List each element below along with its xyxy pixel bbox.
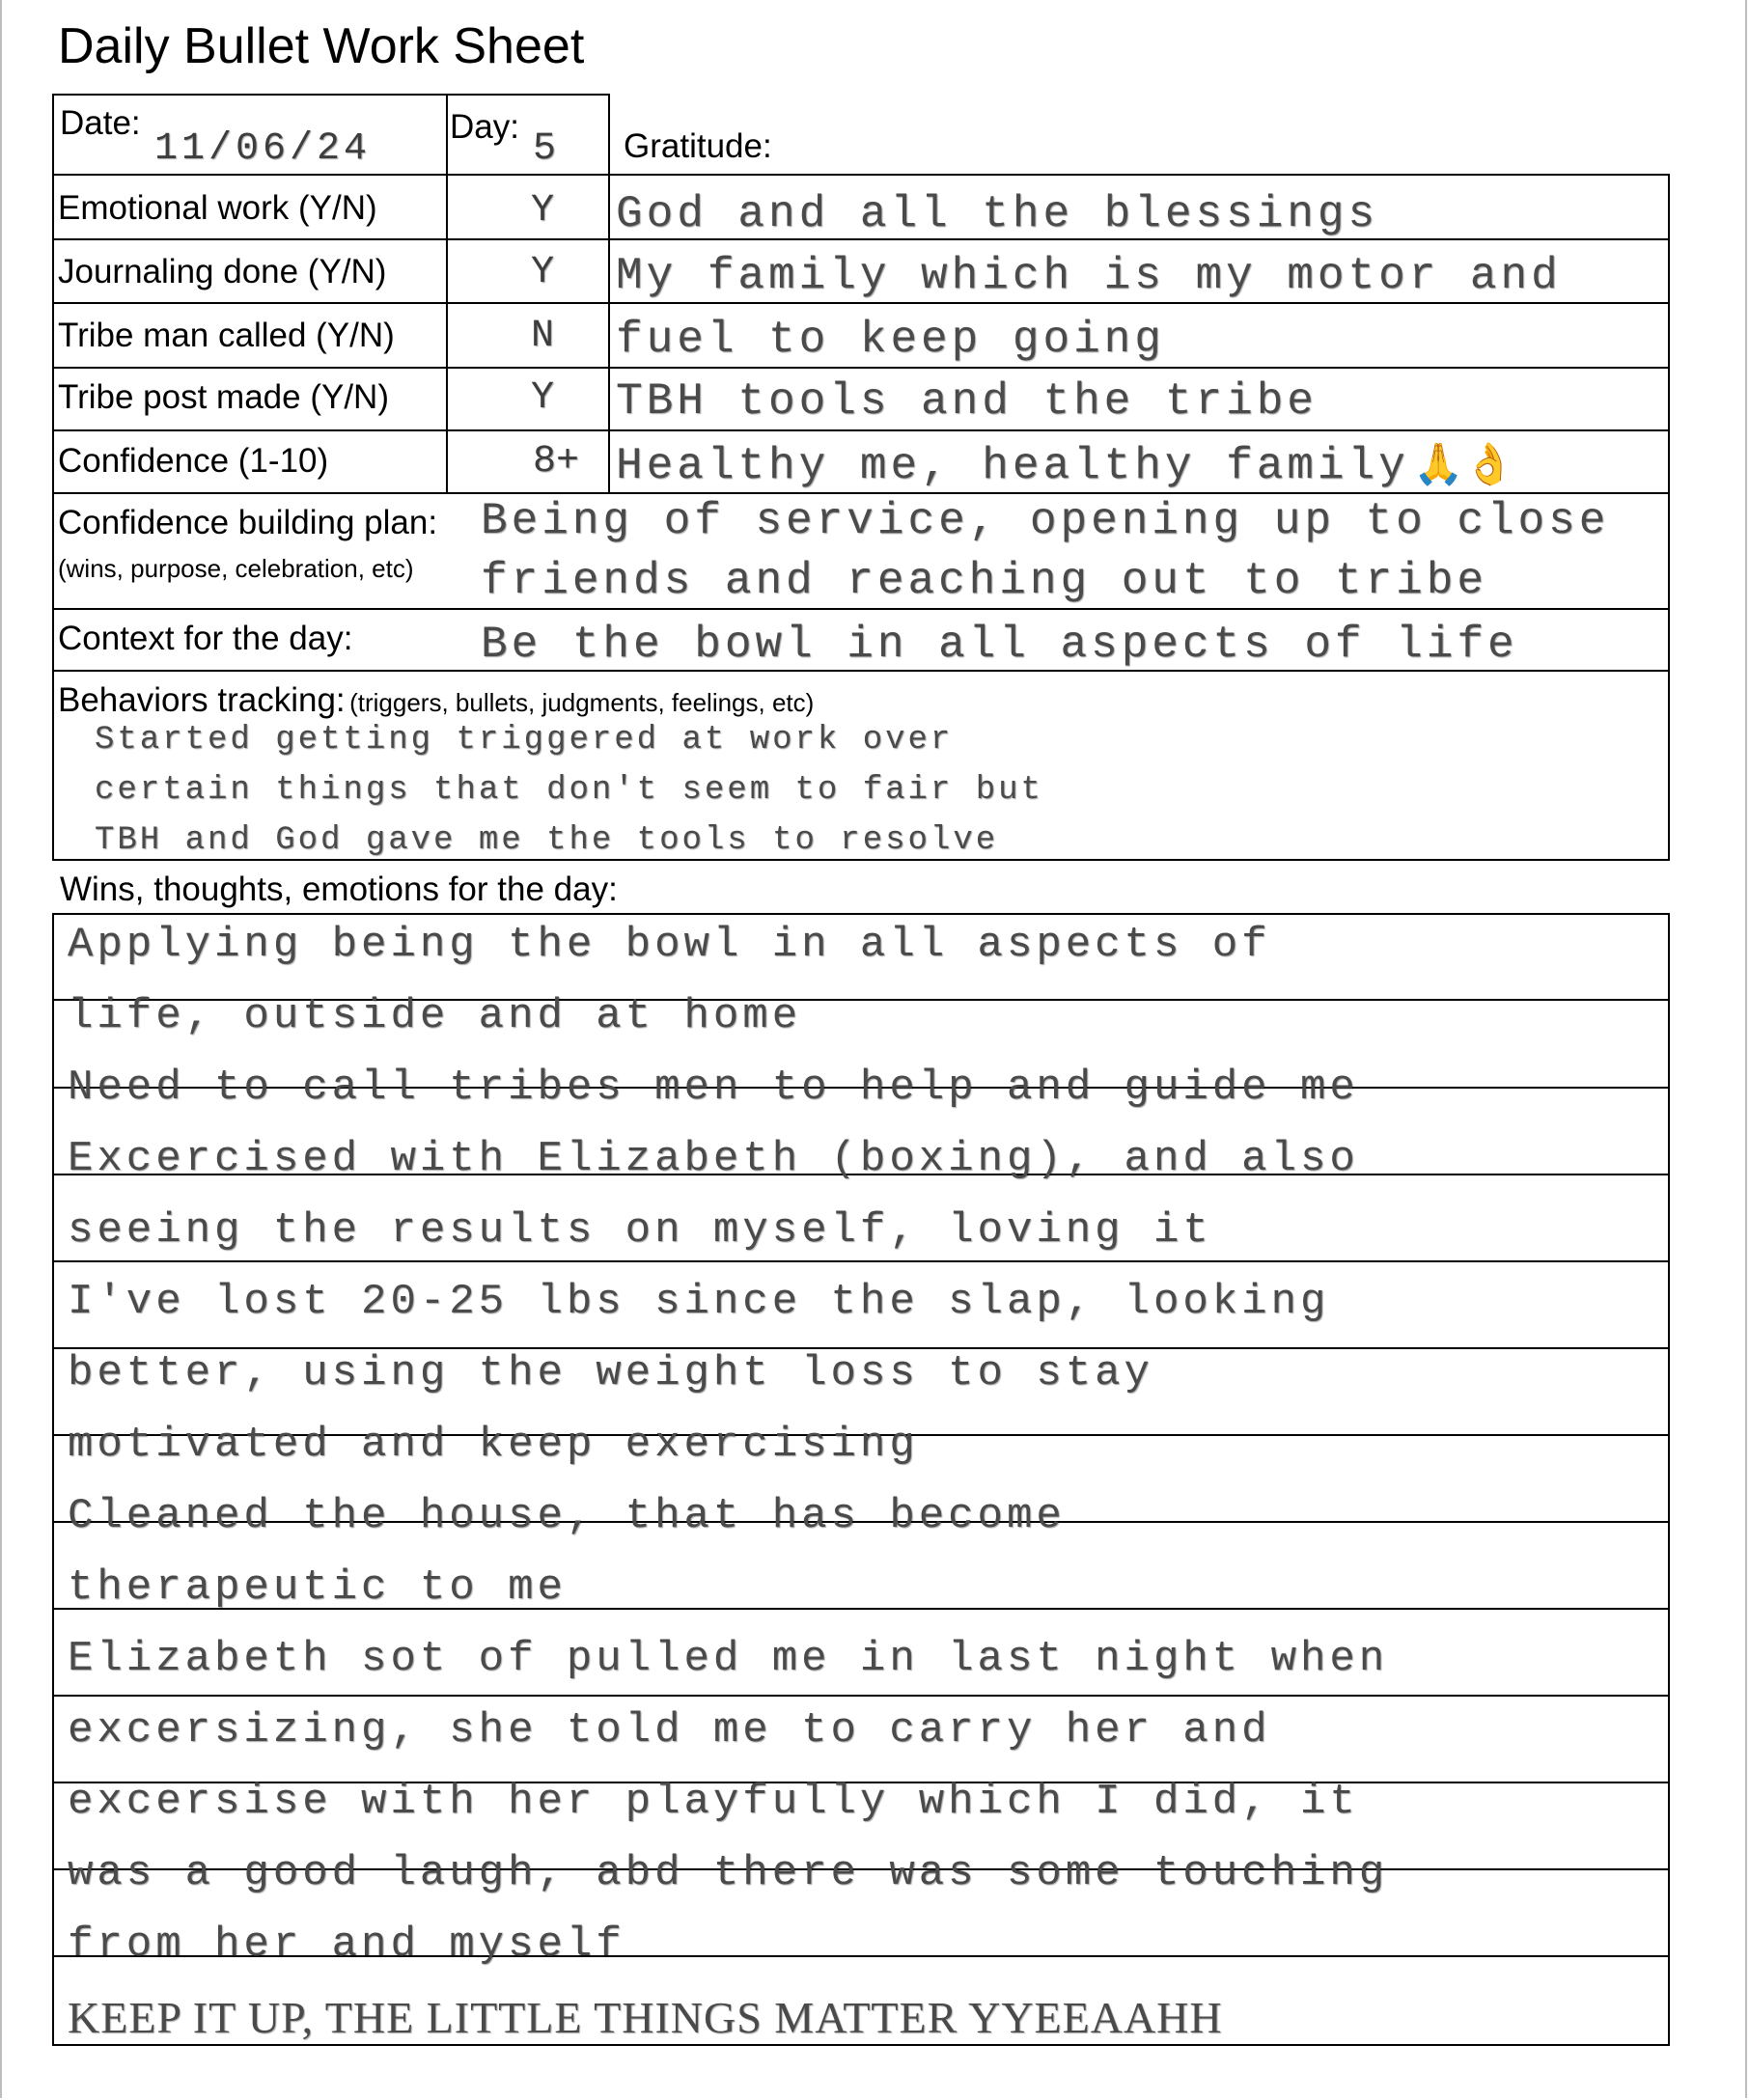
check-value-confidence: 8+ <box>533 440 580 484</box>
gratitude-emoji: 🙏👌 <box>1413 440 1514 487</box>
worksheet-title: Daily Bullet Work Sheet <box>58 18 585 74</box>
check-label-journaling: Journaling done (Y/N) <box>58 253 387 290</box>
gratitude-line: God and all the blessings <box>616 189 1379 239</box>
behaviors-line: certain things that don't seem to fair but <box>95 772 1043 809</box>
check-value-tribe-man-called: N <box>531 315 555 358</box>
check-label-emotional-work: Emotional work (Y/N) <box>58 189 377 227</box>
wins-entry: excersizing, she told me to carry her and <box>68 1706 1271 1755</box>
row-line-8 <box>52 670 1670 672</box>
gratitude-label: Gratitude: <box>624 127 772 165</box>
gratitude-line: My family which is my motor and <box>616 251 1562 301</box>
row-line-4 <box>52 367 1670 369</box>
wins-entry: I've lost 20-25 lbs since the slap, looking <box>68 1278 1330 1326</box>
top-border <box>52 94 610 96</box>
row-line-9 <box>52 859 1670 861</box>
wins-entry: Excercised with Elizabeth (boxing), and also <box>68 1135 1359 1183</box>
row-line-6 <box>52 492 1670 494</box>
behaviors-line: TBH and God gave me the tools to resolve <box>95 822 999 859</box>
context-value: Be the bowl in all aspects of life <box>481 620 1518 670</box>
row-line-5 <box>52 429 1670 431</box>
right-border <box>1668 174 1670 861</box>
wins-entry: better, using the weight loss to stay <box>68 1349 1153 1397</box>
row-line-7 <box>52 608 1670 610</box>
wins-entry: Need to call tribes men to help and guide me <box>68 1064 1359 1112</box>
wins-entry: motivated and keep exercising <box>68 1421 919 1469</box>
wins-entry: Elizabeth sot of pulled me in last night when <box>68 1635 1389 1683</box>
behaviors-sublabel: (triggers, bullets, judgments, feelings, etc) <box>349 688 815 717</box>
wins-line <box>52 1260 1670 1262</box>
gratitude-line: Healthy me, healthy family <box>616 441 1409 491</box>
behaviors-header <box>58 681 814 720</box>
check-value-journaling: Y <box>531 251 555 294</box>
gratitude-line: fuel to keep going <box>616 315 1165 365</box>
wins-entry: was a good laugh, abd there was some touching <box>68 1849 1389 1897</box>
wins-line <box>52 1695 1670 1697</box>
check-value-tribe-post-made: Y <box>531 376 555 420</box>
behaviors-label: Behaviors tracking: <box>58 681 346 719</box>
wins-entry: seeing the results on myself, loving it <box>68 1206 1212 1255</box>
date-label: Date: <box>60 104 141 142</box>
wins-label: Wins, thoughts, emotions for the day: <box>60 870 618 908</box>
confidence-plan-line: friends and reaching out to tribe <box>481 556 1487 606</box>
check-label-tribe-post-made: Tribe post made (Y/N) <box>58 378 389 416</box>
row-line-1 <box>52 174 1670 176</box>
context-label: Context for the day: <box>58 620 353 657</box>
confidence-plan-label: Confidence building plan: <box>58 504 438 541</box>
value-gratitude-divider <box>608 94 610 493</box>
wins-entry: Cleaned the house, that has become <box>68 1492 1066 1540</box>
label-value-divider <box>446 94 448 493</box>
behaviors-line: Started getting triggered at work over <box>95 722 954 759</box>
row-line-3 <box>52 302 1670 304</box>
check-value-emotional-work: Y <box>531 189 555 233</box>
gratitude-last-row <box>616 440 1514 491</box>
wins-entry: life, outside and at home <box>68 992 802 1040</box>
day-value: 5 <box>533 127 557 171</box>
day-label: Day: <box>450 108 519 146</box>
check-label-confidence: Confidence (1-10) <box>58 442 329 480</box>
wins-entry: KEEP IT UP, THE LITTLE THINGS MATTER YYEEAAHH <box>68 1993 1223 2042</box>
wins-entry: from her and myself <box>68 1920 625 1969</box>
confidence-plan-line: Being of service, opening up to close <box>481 496 1610 546</box>
check-label-tribe-man-called: Tribe man called (Y/N) <box>58 317 395 354</box>
wins-entry: Applying being the bowl in all aspects of <box>68 921 1271 969</box>
confidence-plan-sublabel: (wins, purpose, celebration, etc) <box>58 554 414 583</box>
date-value: 11/06/24 <box>154 127 372 171</box>
wins-entry: therapeutic to me <box>68 1563 567 1612</box>
wins-entry: excersise with her playfully which I did, it <box>68 1778 1359 1826</box>
gratitude-line: TBH tools and the tribe <box>616 376 1318 427</box>
left-border <box>52 94 54 861</box>
